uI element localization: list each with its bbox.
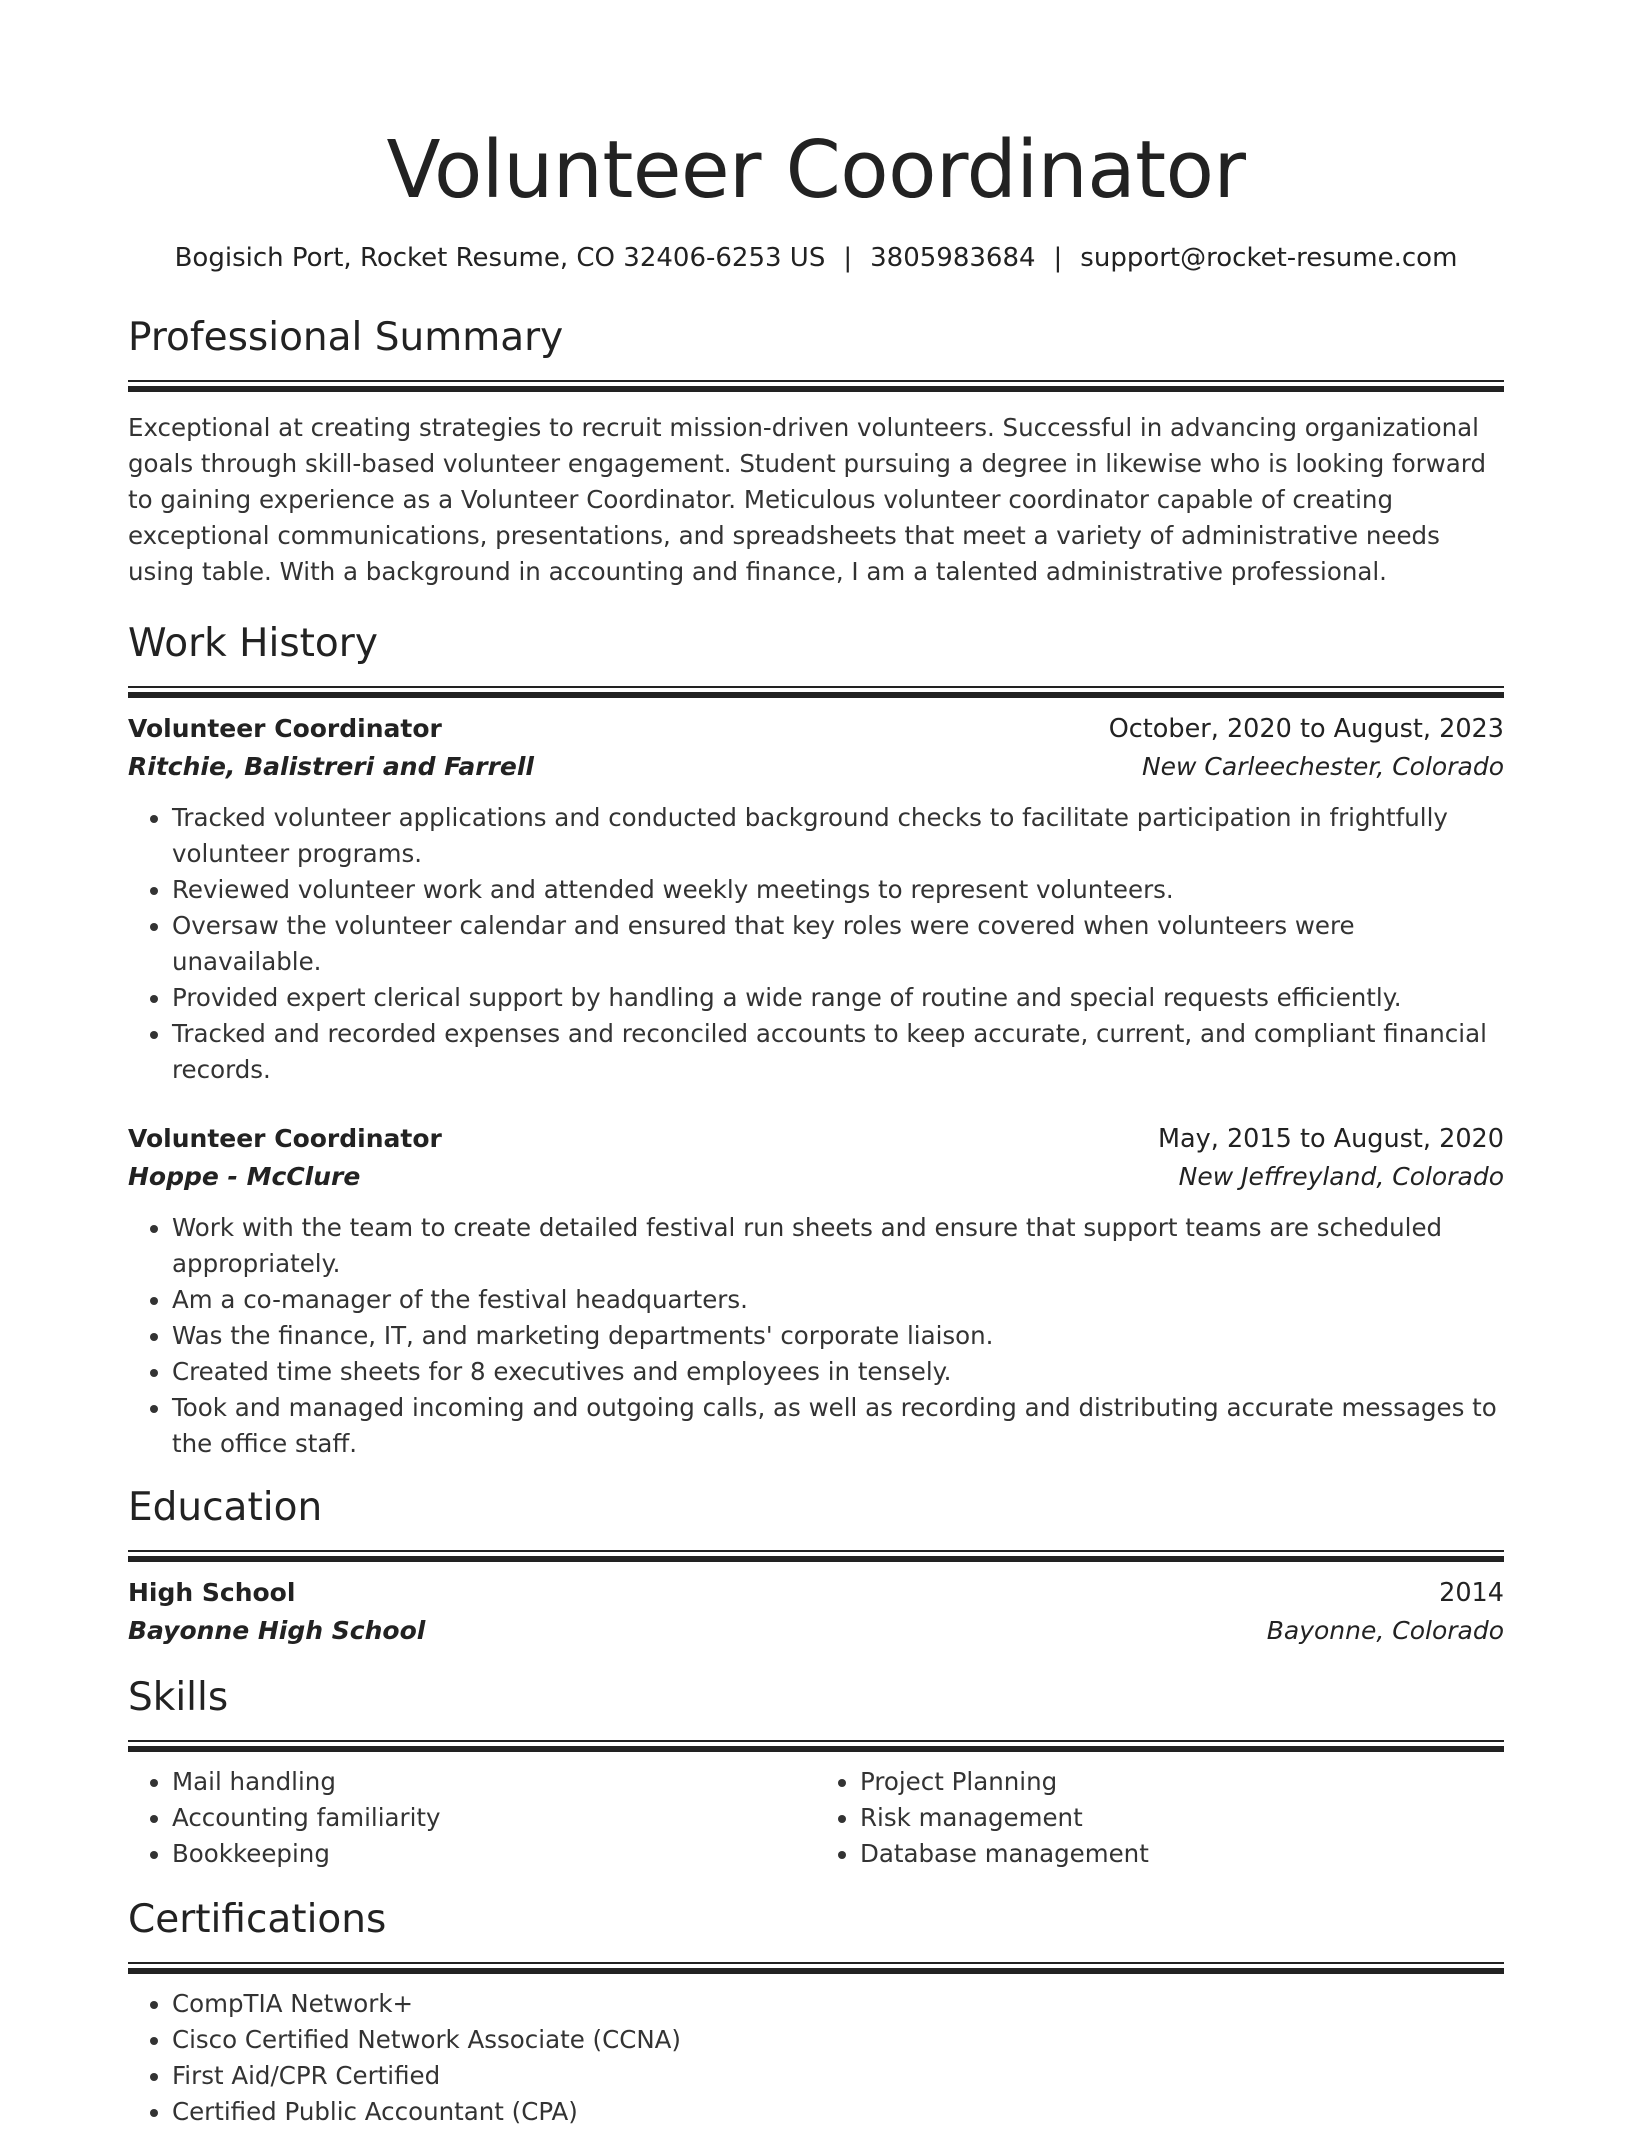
list-item: • Database management: [860, 1836, 1504, 1872]
list-item: • First Aid/CPR Certified: [172, 2058, 1504, 2094]
contact-phone: 3805983684: [870, 243, 1036, 273]
job-dates: May, 2015 to August, 2020: [1158, 1124, 1504, 1154]
job-dates: October, 2020 to August, 2023: [1108, 714, 1504, 744]
education-degree: High School: [128, 1578, 296, 1607]
job-bullets: [128, 1210, 1504, 1462]
list-item: • Tracked and recorded expenses and reconciled accounts to keep accurate, current, and compliant financial records.: [172, 1016, 1504, 1088]
summary-text: Exceptional at creating strategies to recruit mission-driven volunteers. Successful in advancing organizational goals through skill-based volunteer engagement. Student pursuing a degree in likewise who is looking forward to gaining experience as a Volunteer Coordinator. Meticulous volunteer coordinator capable of creating exceptional communications, presentations, and spreadsheets that meet a variety of administrative needs using table. With a background in accounting and finance, I am a talented administrative professional.: [128, 413, 1487, 586]
list-item: • Risk management: [860, 1800, 1504, 1836]
list-item: • Accounting familiarity: [172, 1800, 816, 1836]
contact-address: Bogisich Port, Rocket Resume, CO 32406-6253 US: [174, 243, 826, 273]
skills-section: [128, 1674, 1504, 1872]
list-item: • Provided expert clerical support by handling a wide range of routine and special requests efficiently.: [172, 980, 1504, 1016]
job-title: Volunteer Coordinator: [128, 1124, 442, 1153]
job-bullets: [128, 800, 1504, 1088]
list-item: • Certified Public Accountant (CPA): [172, 2094, 1504, 2130]
contact-email: support@rocket-resume.com: [1080, 243, 1458, 273]
section-title-work: Work History: [128, 621, 378, 666]
section-title-certifications: Certifications: [128, 1897, 387, 1942]
list-item: • Mail handling: [172, 1764, 816, 1800]
job-location: New Jeffreyland, Colorado: [1178, 1162, 1504, 1191]
job-company: Ritchie, Balistreri and Farrell: [128, 752, 534, 781]
skills-list-left: [128, 1764, 816, 1872]
education-entry: [128, 1574, 1504, 1650]
list-item: • Tracked volunteer applications and conducted background checks to facilitate participation in frightfully volunteer programs.: [172, 800, 1504, 872]
skills-grid: [128, 1750, 1504, 1872]
list-item: • Project Planning: [860, 1764, 1504, 1800]
section-divider: [128, 1740, 1504, 1750]
job-entry: [128, 710, 1504, 1088]
contact-line: [128, 240, 1504, 276]
list-item: • Reviewed volunteer work and attended weekly meetings to represent volunteers.: [172, 872, 1504, 908]
section-title-skills: Skills: [128, 1675, 229, 1720]
list-item: • Created time sheets for 8 executives and employees in tensely.: [172, 1354, 1504, 1390]
job-company: Hoppe - McClure: [128, 1162, 361, 1191]
resume-name: Volunteer Coordinator: [386, 124, 1246, 216]
work-history-section: [128, 620, 1504, 1462]
contact-separator: |: [843, 243, 853, 273]
skills-list-right: [816, 1764, 1504, 1872]
contact-separator: |: [1053, 243, 1063, 273]
list-item: • Was the finance, IT, and marketing departments' corporate liaison.: [172, 1318, 1504, 1354]
section-divider: [128, 686, 1504, 696]
section-divider: [128, 380, 1504, 390]
education-section: [128, 1484, 1504, 1650]
summary-section: [128, 314, 1504, 590]
job-entry: [128, 1120, 1504, 1462]
list-item: • Took and managed incoming and outgoing calls, as well as recording and distributing accurate messages to the office staff.: [172, 1390, 1504, 1462]
list-item: • Oversaw the volunteer calendar and ensured that key roles were covered when volunteers were unavailable.: [172, 908, 1504, 980]
section-divider: [128, 1550, 1504, 1560]
section-title-education: Education: [128, 1485, 323, 1530]
education-location: Bayonne, Colorado: [1266, 1616, 1504, 1645]
list-item: • Work with the team to create detailed festival run sheets and ensure that support teams are scheduled appropriately.: [172, 1210, 1504, 1282]
certifications-list: [128, 1986, 1504, 2130]
education-school: Bayonne High School: [128, 1616, 426, 1645]
education-year: 2014: [1439, 1578, 1504, 1608]
section-title-summary: Professional Summary: [128, 315, 564, 360]
list-item: • CompTIA Network+: [172, 1986, 1504, 2022]
list-item: • Am a co-manager of the festival headquarters.: [172, 1282, 1504, 1318]
section-divider: [128, 1962, 1504, 1972]
certifications-section: [128, 1896, 1504, 2130]
list-item: • Bookkeeping: [172, 1836, 816, 1872]
job-title: Volunteer Coordinator: [128, 714, 442, 743]
list-item: • Cisco Certified Network Associate (CCNA): [172, 2022, 1504, 2058]
job-location: New Carleechester, Colorado: [1141, 752, 1504, 781]
